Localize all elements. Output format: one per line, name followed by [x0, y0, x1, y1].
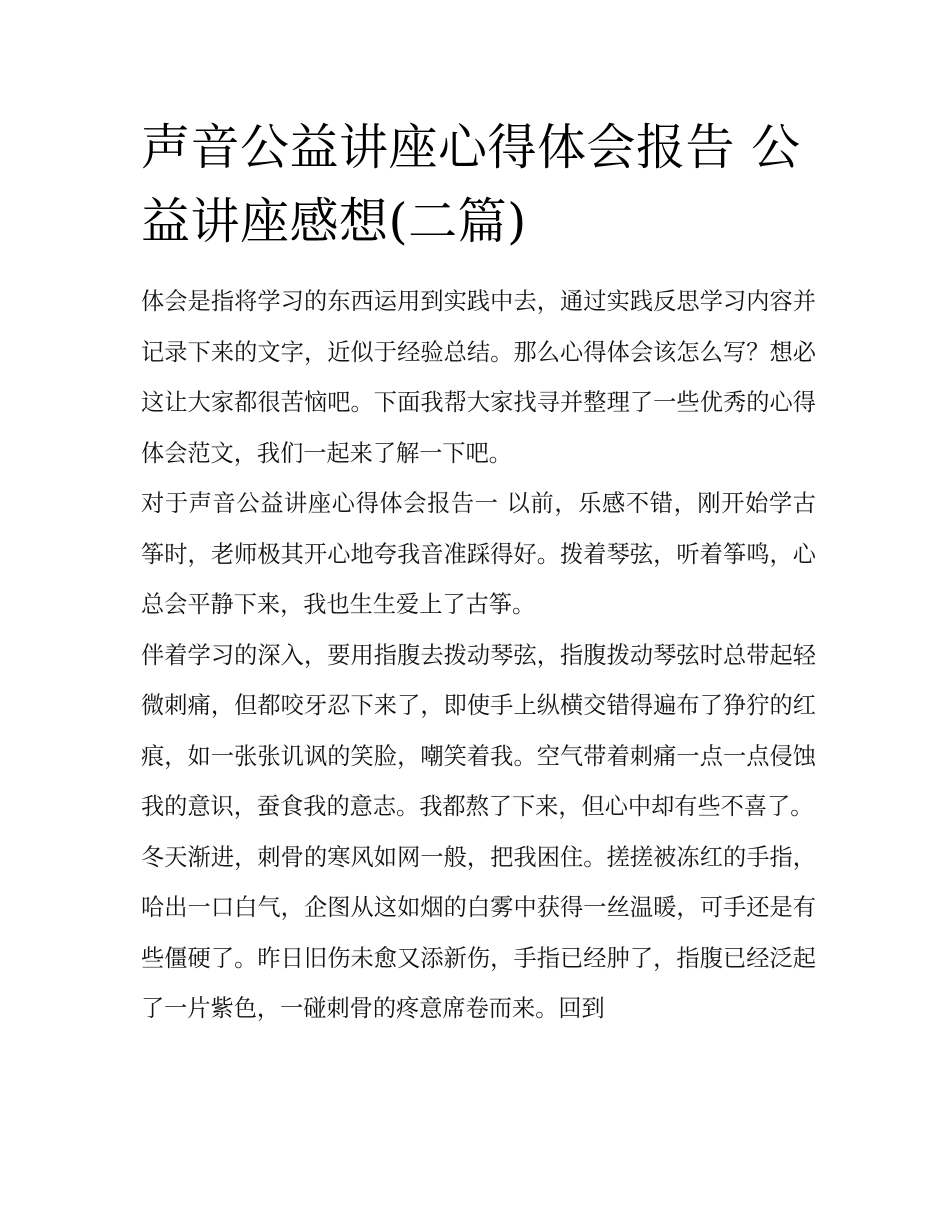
paragraph-winter: 冬天渐进，刺骨的寒风如网一般，把我困住。搓搓被冻红的手指，哈出一口白气，企图从这如烟的白雾中获得一丝温暖，可手还是有些僵硬了。昨日旧伤未愈又添新伤，手指已经肿了，指腹已经泛起了一片紫色，一碰刺骨的疼意席卷而来。回到	[141, 843, 816, 1022]
document-title: 声音公益讲座心得体会报告 公益讲座感想(二篇)	[141, 119, 801, 250]
title-spacer	[141, 259, 816, 277]
document-body	[141, 111, 816, 1035]
paragraph-guzheng-start: 对于声音公益讲座心得体会报告一 以前，乐感不错，刚开始学古筝时，老师极其开心地夸我音准踩得好。拨着琴弦，听着筝鸣，心总会平静下来，我也生生爱上了古筝。	[141, 490, 816, 618]
paragraph-practice-pain: 伴着学习的深入，要用指腹去拨动琴弦，指腹拨动琴弦时总带起轻微刺痛，但都咬牙忍下来了，即使手上纵横交错得遍布了狰狞的红痕，如一张张讥讽的笑脸，嘲笑着我。空气带着刺痛一点一点侵蚀我的意识，蚕食我的意志。我都熬了下来，但心中却有些不喜了。	[141, 641, 816, 820]
paragraph-intro: 体会是指将学习的东西运用到实践中去，通过实践反思学习内容并记录下来的文字，近似于经验总结。那么心得体会该怎么写？想必这让大家都很苦恼吧。下面我帮大家找寻并整理了一些优秀的心得体会范文，我们一起来了解一下吧。	[141, 288, 816, 467]
